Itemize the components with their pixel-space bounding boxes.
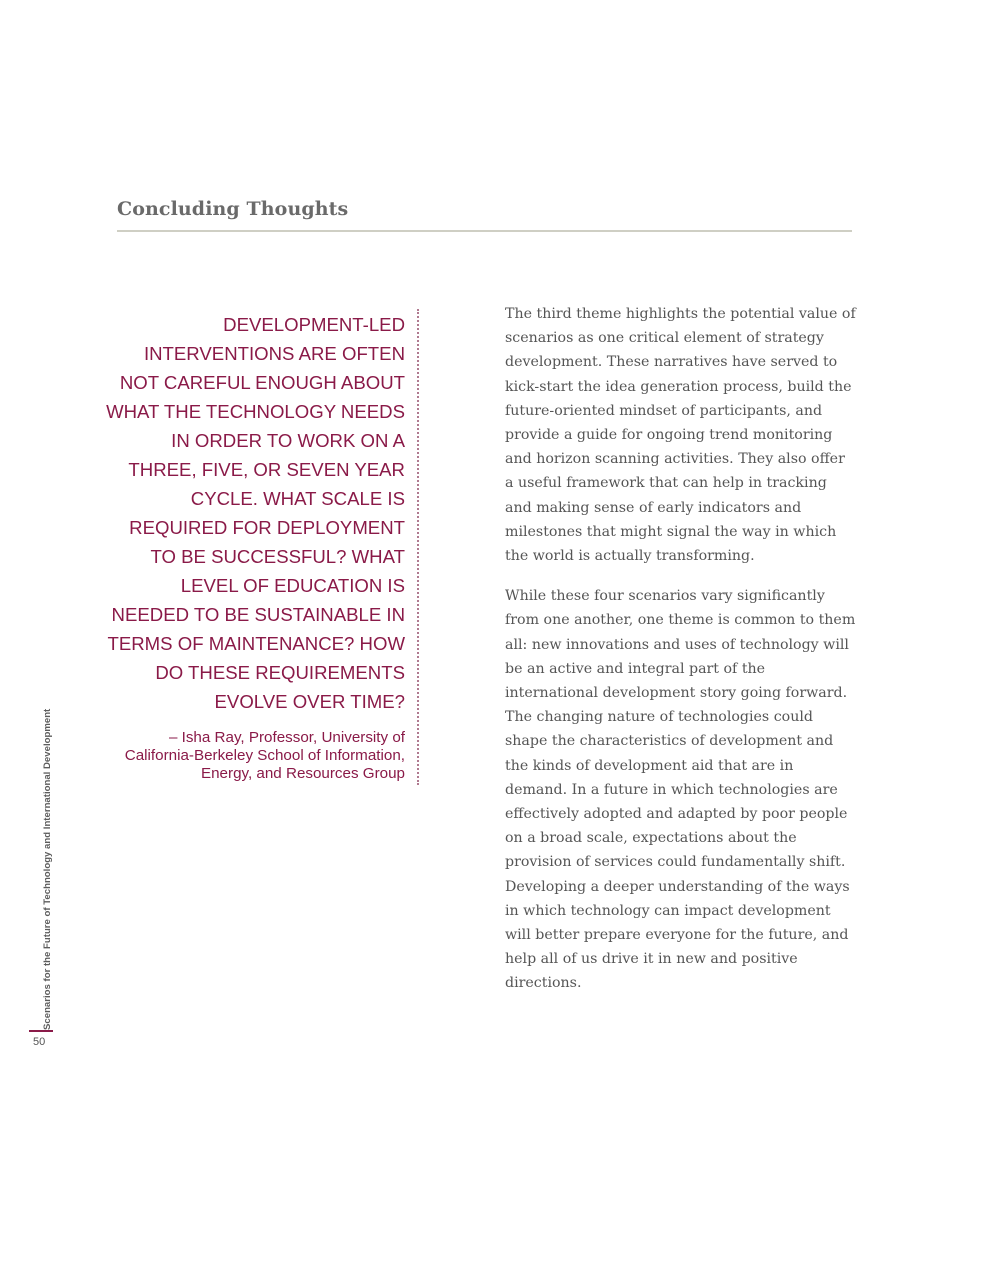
pull-quote-attribution: – Isha Ray, Professor, University of California-Berkeley School of Information, Energy, and Resources Group: [124, 729, 405, 782]
running-head: Scenarios for the Future of Technology and International Development: [42, 708, 53, 1030]
title-divider: [117, 230, 852, 232]
body-text: [505, 302, 857, 1012]
body-paragraph-1: The third theme highlights the potential value of scenarios as one critical element of strategy development. These narratives have served to kick-start the idea generation process, build the future-oriented mindset of participants, and provide a guide for ongoing trend monitoring and horizon scanning activities. They also offer a useful framework that can help in tracking and making sense of early indicators and milestones that might signal the way in which the world is actually transforming.: [505, 306, 856, 565]
body-paragraph-2: While these four scenarios vary significantly from one another, one theme is common to them all: new innovations and uses of technology will be an active and integral part of the international development story going forward. The changing nature of technologies could shape the characteristics of development and the kinds of development aid that are in demand. In a future in which technologies are effectively adopted and adapted by poor people on a broad scale, expectations about the provision of services could fundamentally shift. Developing a deeper understanding of the ways in which technology can impact development will better prepare everyone for the future, and help all of us drive it in new and positive directions.: [505, 588, 856, 992]
page-number: 50: [33, 1036, 46, 1048]
pull-quote-dotted-divider: [417, 309, 419, 785]
pull-quote: [100, 310, 405, 783]
section-title: Concluding Thoughts: [117, 198, 349, 220]
page-number-rule: [29, 1030, 53, 1032]
pull-quote-text: DEVELOPMENT-LED INTERVENTIONS ARE OFTEN NOT CAREFUL ENOUGH ABOUT WHAT THE TECHNOLOGY NEEDS IN ORDER TO WORK ON A THREE, FIVE, OR SEVEN YEAR CYCLE. WHAT SCALE IS REQUIRED FOR DEPLOYMENT TO BE SUCCESSFUL? WHAT LEVEL OF EDUCATION IS NEEDED TO BE SUSTAINABLE IN TERMS OF MAINTENANCE? HOW DO THESE REQUIREMENTS EVOLVE OVER TIME?: [106, 314, 405, 712]
